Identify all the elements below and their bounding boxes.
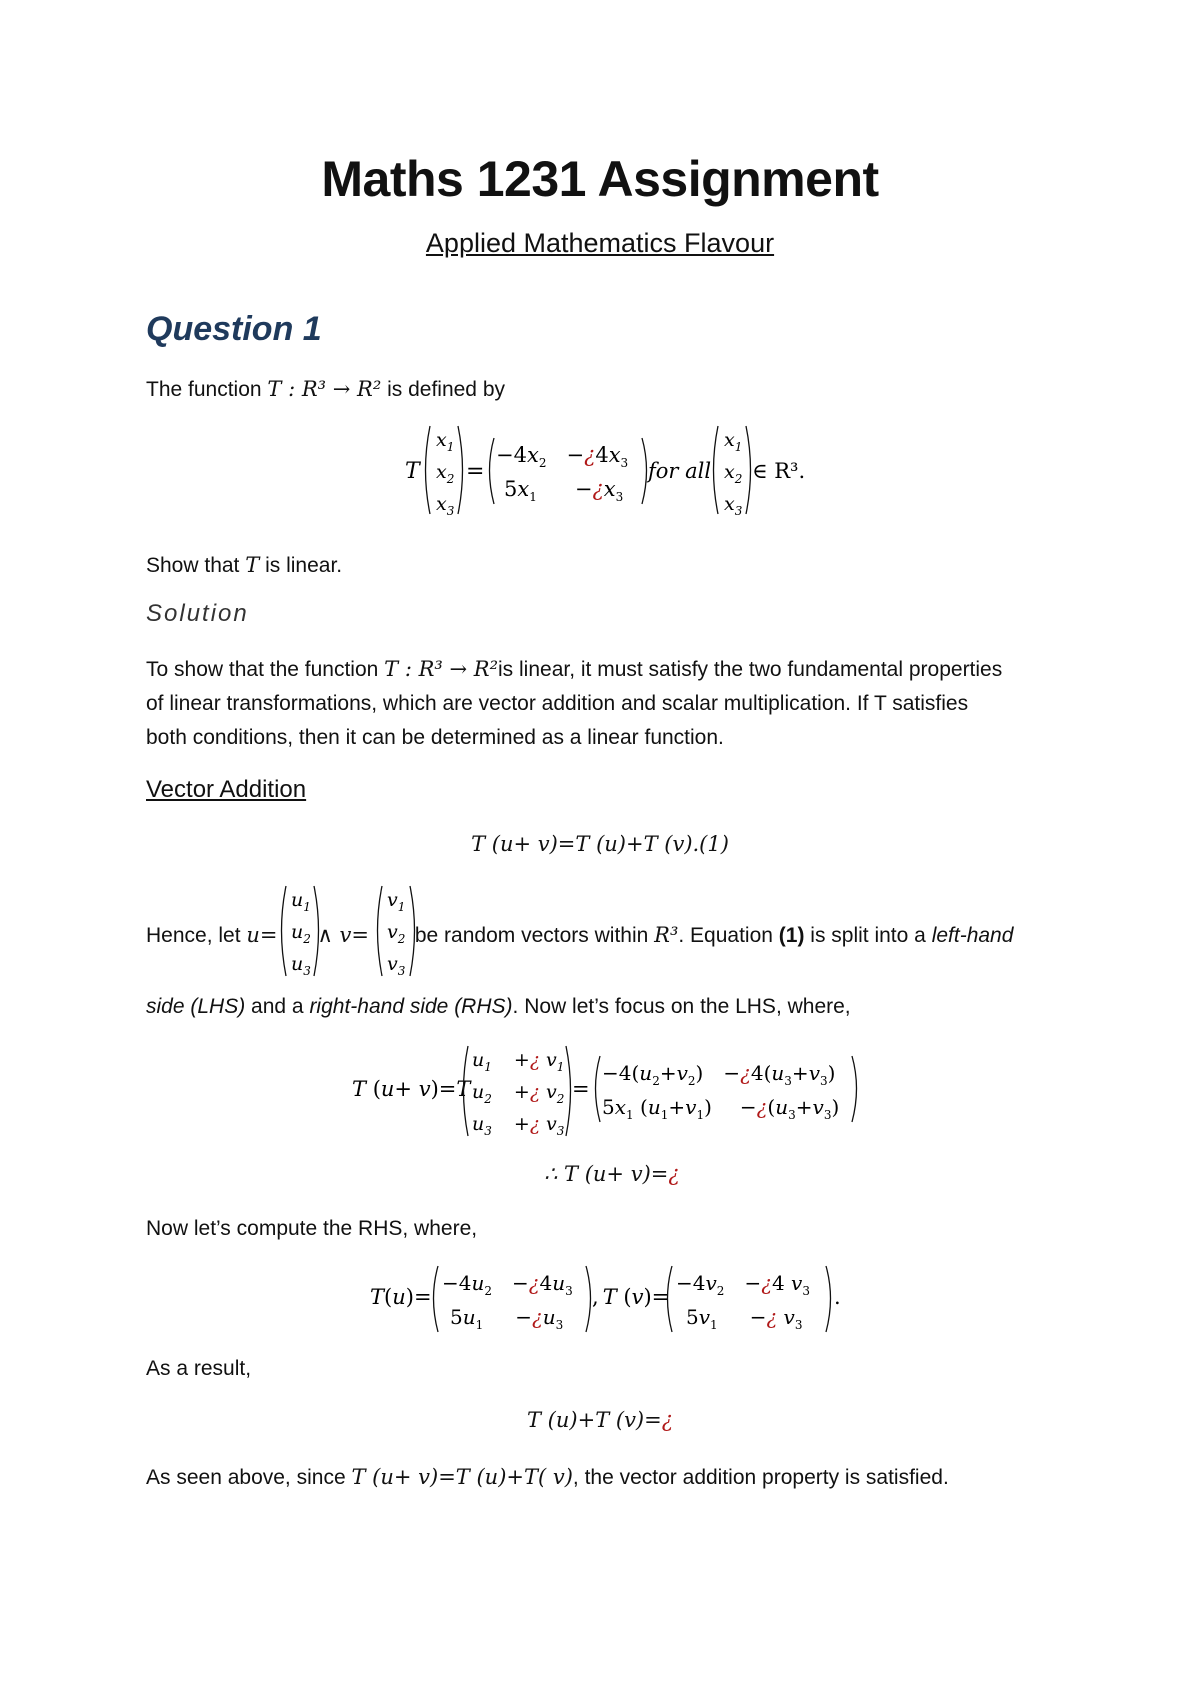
svg-text:T (u+ v)=T: T (u+ v)=T [352,1077,471,1101]
document-title: Maths 1231 Assignment [321,151,879,207]
lhs-result-text: ∴ T (u+ v)=¿ [544,1162,680,1186]
sol-line2: of linear transformations, which are vector addition and scalar multiplication. If T satisfies [146,692,969,715]
svg-text:u1+¿ v1: $u_1$ +¿ $v_1$ [472,1049,565,1074]
rhs-result [0,1408,1200,1432]
intro-after: is defined by [381,378,505,401]
rhs-result-text: T (u)+T (v)=¿ [527,1408,673,1432]
svg-text:v2: $v_2$ [387,921,406,946]
svg-text:u2: $u_2$ [291,921,311,946]
hence-f: and a [245,995,310,1018]
Tv-matrix [668,1266,831,1332]
hence-c: . Equation [678,924,779,947]
svg-text:5x1−¿x3: $5x_1$ $-¿x_3$ [504,477,624,504]
hence-eqref: (1) [778,924,805,947]
hence-e: side (LHS) [146,995,246,1018]
svg-text:=: = [572,1077,590,1101]
svg-text:x2: $x_2$ [436,461,455,486]
equation-1: T (u+ v)=T (u)+T (v).(1) [471,832,729,856]
svg-text:u1: $u_1$ [291,889,311,914]
intro-before: The function [146,378,268,401]
question-heading: Question 1 [146,310,322,348]
hence-u: u= [246,923,278,947]
conclusion-b: , the vector addition property is satisfied. [572,1466,949,1489]
svg-text:T(u)=: T(u)= [370,1285,432,1309]
svg-text:.: . [834,1285,841,1309]
def-set: ∈ R³. [752,459,806,483]
svg-text:x2: $x_2$ [724,461,743,486]
svg-text:u3: $u_3$ [291,953,311,978]
svg-text:−4x2−¿4x3: $-4x_2$ $-¿4x_3$ [496,443,629,470]
sol-line1-b: is linear, it must satisfy the two fundamental properties [498,658,1003,681]
svg-text:−4u2−¿4u3: $-4u_2$ $-¿4u_3$ [442,1271,573,1298]
conclusion-eq: T (u+ v)=T (u)+T( v) [351,1465,573,1489]
rhs-intro: Now let’s compute the RHS, where, [146,1217,478,1240]
svg-text:x3: $x_3$ [724,493,743,518]
show-linear-after: is linear. [259,554,343,577]
error-glyph: ¿ [668,1162,680,1186]
document-subtitle: Applied Mathematics Flavour [425,228,775,258]
solution-heading: Solution [146,600,249,627]
sol-line1-map: T : R³ → R² [384,657,498,681]
hence-R3: R³ [654,923,679,947]
svg-text:5x1 (u1+v1)−¿(u3+v3): $5x_1$ $(u_1+v_1)$ $-¿(u_3+v_3)$ [602,1095,840,1122]
hence-a: Hence, let [146,924,247,947]
svg-text:=: = [466,459,485,484]
vector-addition-heading: Vector Addition [146,776,307,803]
svg-text:v1: $v_1$ [387,889,406,914]
show-linear-T: T [245,553,260,577]
sol-line3: both conditions, then it can be determined as a linear function. [146,726,724,749]
hence-g: . Now let’s focus on the LHS, where, [512,995,851,1018]
error-glyph: ¿ [661,1408,673,1432]
def-T: T [405,459,420,484]
conclusion-line [146,1460,1066,1495]
svg-text:,T (v)=: , T (v)= [592,1285,670,1309]
conclusion-a: As seen above, since [146,1466,352,1489]
svg-text:−4(u2+v2)−¿4(u3+v3): $-4(u_2+v_2)$ $-¿4(u_3+v_3)$ [602,1061,836,1088]
as-result: As a result, [146,1357,252,1380]
Tu-matrix [434,1266,591,1332]
svg-text:5v1−¿ v3: $5v_1$ −¿ $v_3$ [686,1305,803,1332]
svg-text:u2+¿ v2: $u_2$ +¿ $v_2$ [472,1081,565,1106]
show-linear-before: Show that [146,554,246,577]
sol-line1-a: To show that the function [146,658,385,681]
intro-map: T : R³ → R² [267,377,382,401]
hence-b: be random vectors within [409,924,655,947]
hence-lhs-term: left-hand [931,924,1014,947]
svg-text:x3: $x_3$ [436,493,455,518]
hence-rhs-term: right-hand side (RHS) [309,995,513,1018]
def-for-all: for all [648,459,712,483]
hence-d: is split into a [804,924,932,947]
svg-text:−4v2−¿4 v3: $-4v_2$ −¿4 $v_3$ [676,1271,810,1298]
svg-text:x1: $x_1$ [724,429,743,454]
svg-text:5u1−¿u3: $5u_1$ $-¿u_3$ [450,1305,564,1332]
hence-and: ∧ v= [317,923,370,947]
svg-text:v3: $v_3$ [387,953,406,978]
svg-text:u3+¿ v3: $u_3$ +¿ $v_3$ [472,1113,565,1138]
svg-text:x1: $x_1$ [436,429,455,454]
